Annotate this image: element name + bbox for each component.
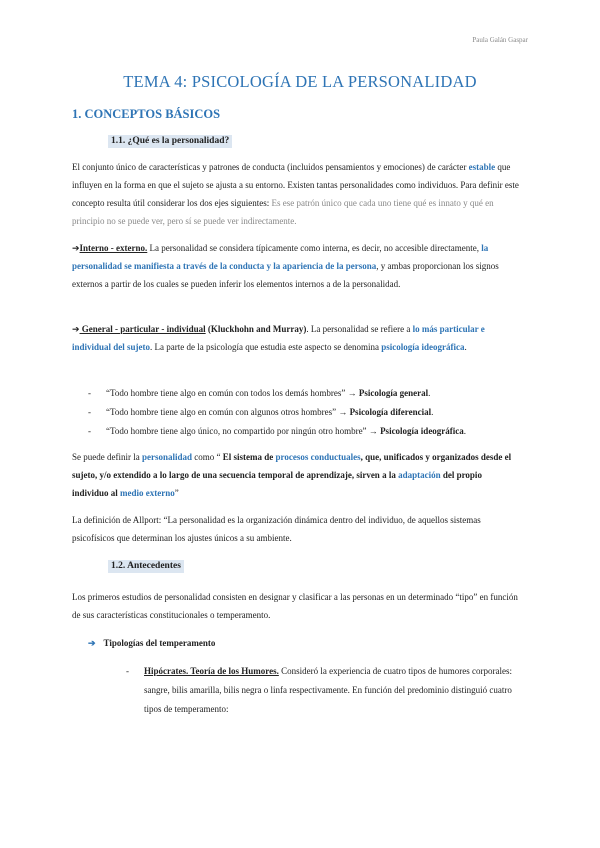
paragraph-general-particular <box>72 320 520 356</box>
grey-note: Es ese patrón único que cada uno tiene qué es innato y qué en principio no se puede ver, pero sí se puede ver indirectamente. <box>72 198 494 226</box>
list-end: . <box>463 426 467 436</box>
list-text: “Todo hombre tiene algo en común con todos los demás hombres” → <box>106 388 359 398</box>
text-span: que influyen en la forma en que el sujeto se ajusta a su entorno. Existen tantas personalidades como individuos. Para definir este concepto resulta útil considerar los dos ejes siguientes: <box>72 162 519 208</box>
text-span: ” <box>174 488 179 498</box>
tipologias-label: Tipologías del temperamento <box>103 638 216 648</box>
text-span: como “ <box>192 452 223 462</box>
tipologias-heading <box>88 638 215 649</box>
term-interno-externo: Interno - externo. <box>79 243 148 253</box>
list-end: . <box>431 407 434 417</box>
list-bold: Psicología diferencial <box>349 407 432 417</box>
text-span: . <box>464 342 467 352</box>
dash-bullet: - <box>88 426 91 436</box>
text-span: La personalidad se considera típicamente como interna, es decir, no accesible directamente, <box>147 243 482 253</box>
list-text: “Todo hombre tiene algo en común con algunos otros hombres” → <box>106 407 350 417</box>
highlight-ideografica: psicología ideográfica <box>381 342 465 352</box>
term-hipocrates: Hipócrates. Teoría de los Humores. <box>144 666 279 676</box>
highlight-adaptacion: adaptación <box>398 470 441 480</box>
subsection-heading-que-es: 1.1. ¿Qué es la personalidad? <box>108 135 232 148</box>
text-span: Consideró la experiencia de cuatro tipos de humores corporales: sangre, bilis amarilla, bilis negra o linfa respectivamente. En función del predominio distinguió cuatro tipos de temperamento: <box>144 666 513 714</box>
text-span: . La personalidad se refiere a <box>306 324 413 334</box>
list-text: “Todo hombre tiene algo único, no compartido por ningún otro hombre” → <box>106 426 381 436</box>
highlight-estable: estable <box>468 162 496 172</box>
arrow-icon: ➔ <box>72 243 80 253</box>
paragraph-personalidad-definicion <box>72 448 520 502</box>
page-title: TEMA 4: PSICOLOGÍA DE LA PERSONALIDAD <box>123 72 477 91</box>
dash-bullet: - <box>88 388 91 398</box>
bold-span: , que, unificados y organizados desde el sujeto, y/o extendido a lo largo de una secuencia temporal de aprendizaje, sirven a la <box>72 452 512 480</box>
dash-bullet: - <box>88 407 91 417</box>
psychology-list <box>88 384 528 441</box>
highlight-medio: medio externo <box>120 488 175 498</box>
term-general-particular: General - particular - individual <box>79 324 206 334</box>
paragraph-definition <box>72 158 520 230</box>
list-bold: Psicología ideográfica <box>380 426 464 436</box>
list-item <box>88 403 528 422</box>
text-span: . La parte de la psicología que estudia este aspecto se denomina <box>150 342 382 352</box>
list-item <box>88 384 528 403</box>
section-heading-conceptos: 1. CONCEPTOS BÁSICOS <box>72 107 221 121</box>
highlight-personalidad: personalidad <box>141 452 192 462</box>
list-bold: Psicología general <box>358 388 429 398</box>
dash-bullet: - <box>126 666 129 676</box>
paragraph-interno-externo <box>72 239 520 293</box>
bold-span: El sistema de <box>222 452 276 462</box>
hipocrates-text <box>144 662 522 719</box>
arrow-icon: ➔ <box>88 638 96 648</box>
hipocrates-item <box>126 662 522 719</box>
highlight-procesos: procesos conductuales <box>275 452 361 462</box>
authors: (Kluckhohn and Murray) <box>205 324 307 334</box>
highlight-manifiesta: la personalidad se manifiesta a través de la conducta y la apariencia de la persona <box>72 243 489 271</box>
text-span: Se puede definir la <box>72 452 142 462</box>
highlight-particular: lo más particular e individual del sujeto <box>72 324 485 352</box>
list-end: . <box>428 388 431 398</box>
author-header: Paula Galán Gaspar <box>472 36 528 44</box>
paragraph-allport: La definición de Allport: “La personalidad es la organización dinámica dentro del individuo, de aquellos sistemas psicofísicos que determinan los ajustes únicos a su ambiente. <box>72 515 481 543</box>
text-span: , y ambas proporcionan los signos externos a partir de los cuales se pueden inferir los elementos internos a de la personalidad. <box>72 261 499 289</box>
subsection-heading-antecedentes: 1.2. Antecedentes <box>108 560 184 573</box>
paragraph-antecedentes: Los primeros estudios de personalidad consisten en designar y clasificar a las personas en un determinado “tipo” en función de sus características constitucionales o temperamento. <box>72 592 518 620</box>
text-span: El conjunto único de características y patrones de conducta (incluidos pensamientos y emociones) de carácter <box>72 162 469 172</box>
bold-span: del propio individuo al <box>72 470 482 498</box>
arrow-icon: ➔ <box>72 324 80 334</box>
list-item <box>88 422 528 441</box>
